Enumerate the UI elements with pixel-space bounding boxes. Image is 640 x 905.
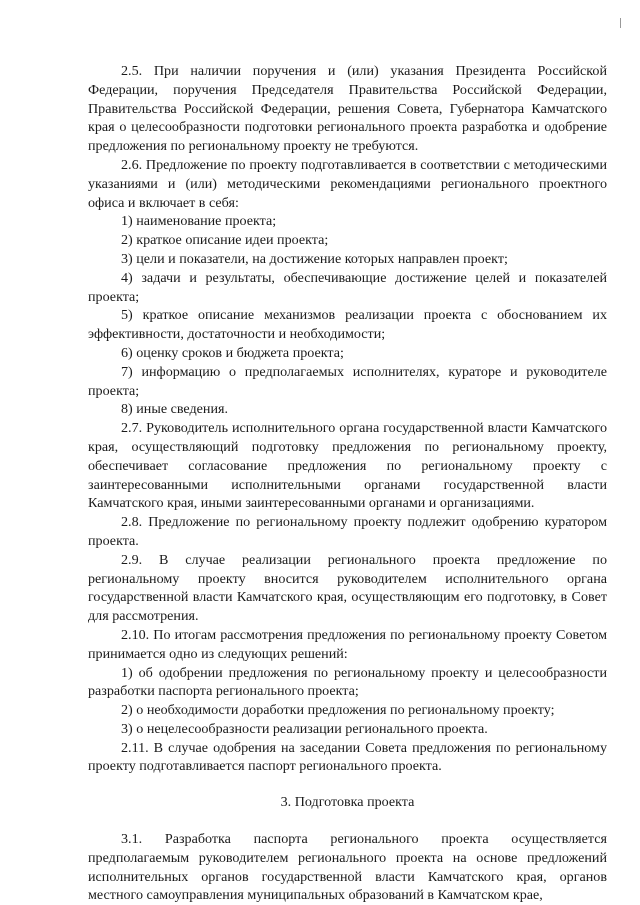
paragraph-2-9: 2.9. В случае реализации регионального проекта предложение по региональному проекту вносится руководителем исполнительного органа государственной власти Камчатского края, осуществляющим его подготовку, в Совет для рассмотрения. xyxy=(88,551,607,625)
list-item: 1) об одобрении предложения по региональному проекту и целесообразности разработки паспорта регионального проекта; xyxy=(88,664,607,700)
list-item: 3) о нецелесообразности реализации регионального проекта. xyxy=(121,720,488,737)
document-body xyxy=(88,62,607,905)
list-item: 1) наименование проекта; xyxy=(121,213,277,230)
list-item: 3) цели и показатели, на достижение которых направлен проект; xyxy=(121,250,508,267)
paragraph-2-11: 2.11. В случае одобрения на заседании Совета предложения по региональному проекту подготавливается паспорт регионального проекта. xyxy=(88,739,607,775)
paragraph-2-7: 2.7. Руководитель исполнительного органа государственной власти Камчатского края, осуществляющий подготовку предложения по региональному проекту, обеспечивает согласование предложения по региональному проекту с заинтересованными исполнительными органами государственной власти Камчатского края, иными заинтересованными органами и организациями. xyxy=(88,420,607,512)
list-item: 8) иные сведения. xyxy=(121,401,229,418)
paragraph-2-10: 2.10. По итогам рассмотрения предложения по региональному проекту Советом принимается одно из следующих решений: xyxy=(88,626,607,662)
section-heading: 3. Подготовка проекта xyxy=(280,794,415,811)
paragraph-2-5: 2.5. При наличии поручения и (или) указания Президента Российской Федерации, поручения Председателя Правительства Российской Федерации, Правительства Российской Федерации, решения Совета, Губернатора Камчатского края о целесообразности подготовки регионального проекта разработка и одобрение предложения по региональному проекту не требуются. xyxy=(88,63,607,155)
paragraph-3-1: 3.1. Разработка паспорта регионального проекта осуществляется предполагаемым руководителем регионального проекта на основе предложений исполнительных органов государственной власти Камчатского края, органов местного самоуправления муниципальных образований в Камчатском крае, xyxy=(88,831,607,904)
list-item: 7) информацию о предполагаемых исполнителях, кураторе и руководителе проекта; xyxy=(88,363,607,399)
list-item: 2) краткое описание идеи проекта; xyxy=(121,232,329,249)
list-item: 6) оценку сроков и бюджета проекта; xyxy=(121,344,344,361)
list-item: 4) задачи и результаты, обеспечивающие достижение целей и показателей проекта; xyxy=(88,269,607,305)
paragraph-2-6: 2.6. Предложение по проекту подготавливается в соответствии с методическими указаниями и (или) методическими рекомендациями регионального проектного офиса и включает в себя: xyxy=(88,156,607,211)
list-item: 5) краткое описание механизмов реализации проекта с обоснованием их эффективности, достаточности и необходимости; xyxy=(88,307,607,343)
scan-mark xyxy=(620,18,621,28)
list-item: 2) о необходимости доработки предложения по региональному проекту; xyxy=(121,702,555,719)
paragraph-2-8: 2.8. Предложение по региональному проекту подлежит одобрению куратором проекта. xyxy=(88,514,607,549)
